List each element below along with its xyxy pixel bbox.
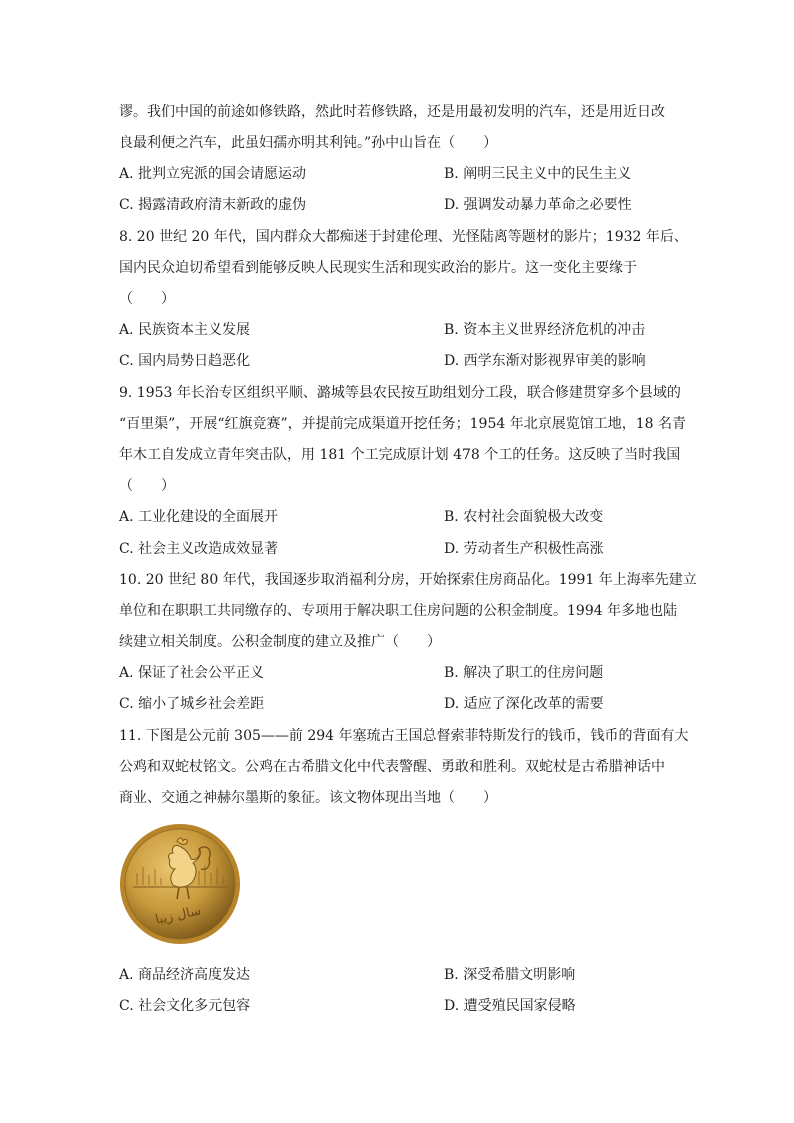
q7-option-c[interactable]: C. 揭露清政府清末新政的虚伪 (119, 197, 307, 213)
q11-stem-line-3: 商业、交通之神赫尔墨斯的象征。该文物体现出当地（ ） (119, 790, 497, 806)
q9-stem-line-1: 9. 1953 年长治专区组织平顺、潞城等县农民按互助组划分工段，联合修建贯穿多个县域的 (119, 385, 681, 401)
q7-option-d[interactable]: D. 强调发动暴力革命之必要性 (444, 197, 632, 213)
q8-option-d[interactable]: D. 西学东渐对影视界审美的影响 (444, 353, 646, 369)
q11-option-c[interactable]: C. 社会文化多元包容 (119, 998, 251, 1014)
q7-stem-line-1: 谬。我们中国的前途如修铁路，然此时若修铁路，还是用最初发明的汽车，还是用近日改 (119, 104, 665, 120)
q8-option-c[interactable]: C. 国内局势日趋恶化 (119, 353, 251, 369)
q7-option-a[interactable]: A. 批判立宪派的国会请愿运动 (119, 166, 307, 182)
q11-option-a[interactable]: A. 商品经济高度发达 (119, 967, 251, 983)
coin-illustration (119, 823, 241, 945)
q11-stem-line-1: 11. 下图是公元前 305——前 294 年塞琉古王国总督索菲特斯发行的钱币，钱币的背面有大 (119, 728, 689, 744)
q9-stem-line-4: （ ） (119, 478, 175, 494)
q8-stem-line-1: 8. 20 世纪 20 年代，国内群众大都痴迷于封建伦理、光怪陆离等题材的影片；1932 年后、 (119, 229, 688, 245)
q11-stem-line-2: 公鸡和双蛇杖铭文。公鸡在古希腊文化中代表警醒、勇敢和胜利。双蛇杖是古希腊神话中 (119, 759, 665, 775)
q11-option-b[interactable]: B. 深受希腊文明影响 (444, 967, 576, 983)
q8-stem-line-2: 国内民众迫切希望看到能够反映人民现实生活和现实政治的影片。这一变化主要缘于 (119, 260, 637, 276)
q10-stem-line-3: 续建立相关制度。公积金制度的建立及推广（ ） (119, 634, 441, 650)
q9-stem-line-3: 年木工自发成立青年突击队，用 181 个工完成原计划 478 个工的任务。这反映了当时我国 (119, 447, 681, 463)
q9-option-b[interactable]: B. 农村社会面貌极大改变 (444, 509, 604, 525)
q8-option-a[interactable]: A. 民族资本主义发展 (119, 322, 251, 338)
q10-stem-line-2: 单位和在职职工共同缴存的、专项用于解决职工住房问题的公积金制度。1994 年多地也陆 (119, 603, 678, 619)
q9-stem-line-2: “百里渠”，开展“红旗竞赛”，并提前完成渠道开挖任务；1954 年北京展览馆工地，18 名青 (119, 416, 686, 432)
q7-option-b[interactable]: B. 阐明三民主义中的民生主义 (444, 166, 632, 182)
q10-option-b[interactable]: B. 解决了职工的住房问题 (444, 665, 604, 681)
q10-option-d[interactable]: D. 适应了深化改革的需要 (444, 696, 604, 712)
coin-image (119, 823, 241, 945)
q10-option-a[interactable]: A. 保证了社会公平正义 (119, 665, 265, 681)
q8-option-b[interactable]: B. 资本主义世界经济危机的冲击 (444, 322, 646, 338)
q10-option-c[interactable]: C. 缩小了城乡社会差距 (119, 696, 265, 712)
q9-option-a[interactable]: A. 工业化建设的全面展开 (119, 509, 279, 525)
q9-option-d[interactable]: D. 劳动者生产积极性高涨 (444, 541, 604, 557)
q10-stem-line-1: 10. 20 世纪 80 年代，我国逐步取消福利分房，开始探索住房商品化。1991 年上海率先建立 (119, 572, 697, 588)
q11-option-d[interactable]: D. 遭受殖民国家侵略 (444, 998, 576, 1014)
coin-inscription: سال زیبا (154, 903, 203, 928)
q7-stem-line-2: 良最利便之汽车，此虽妇孺亦明其利钝。”孙中山旨在（ ） (119, 135, 498, 151)
q8-stem-line-3: （ ） (119, 291, 175, 307)
q9-option-c[interactable]: C. 社会主义改造成效显著 (119, 541, 279, 557)
